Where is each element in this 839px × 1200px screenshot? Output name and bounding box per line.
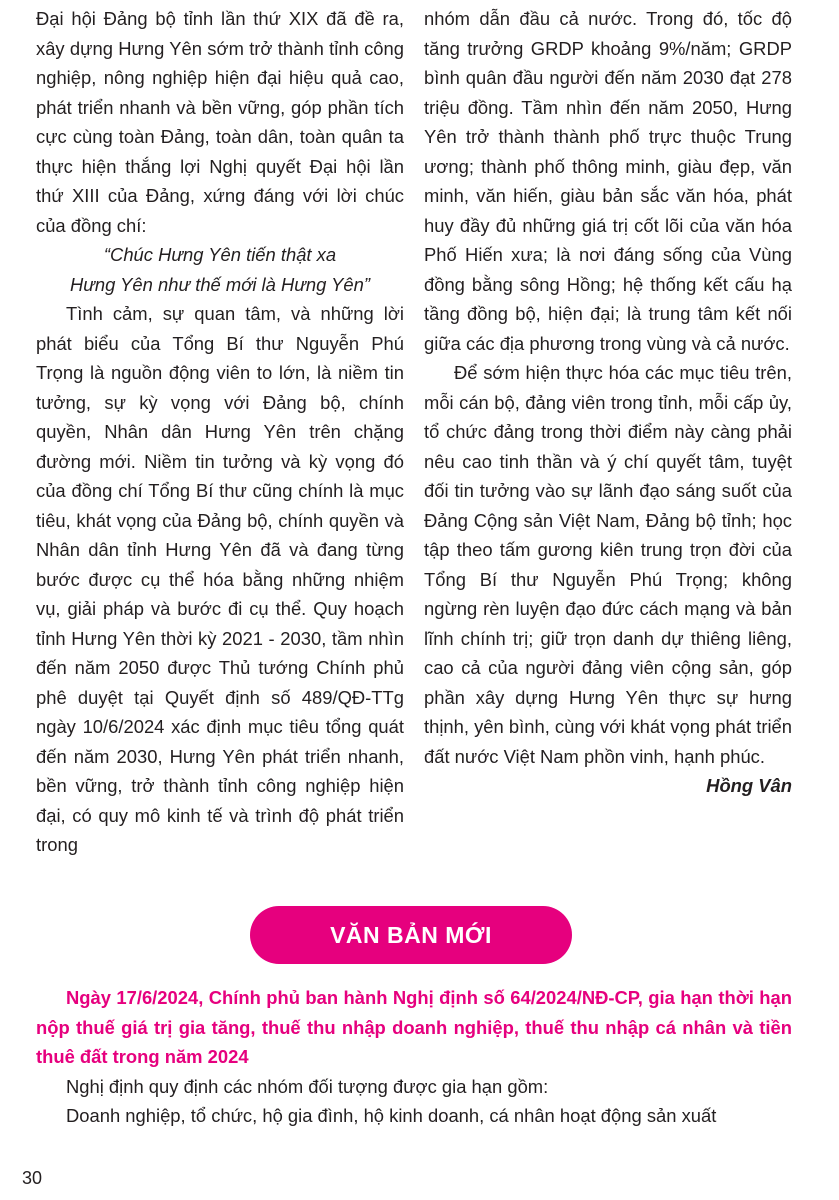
paragraph: nhóm dẫn đầu cả nước. Trong đó, tốc độ tăng trưởng GRDP khoảng 9%/năm; GRDP bình quân đầu người đến năm 2030 đạt 278 triệu đồng. Tầm nhìn đến năm 2050, Hưng Yên trở thành thành phố trực thuộc Trung ương; thành phố thông minh, giàu đẹp, văn minh, văn hiến, giàu bản sắc văn hóa, phát huy đầy đủ những giá trị cốt lõi của văn hóa Phố Hiến xưa; là nơi đáng sống của Vùng đồng bằng sông Hồng; hệ thống kết cấu hạ tầng đồng bộ, hiện đại; là trung tâm kết nối giữa các địa phương trong vùng và cả nước. bbox=[424, 8, 792, 354]
news-headline: Ngày 17/6/2024, Chính phủ ban hành Nghị định số 64/2024/NĐ-CP, gia hạn thời hạn nộp thuế giá trị gia tăng, thuế thu nhập doanh nghiệp, thuế thu nhập cá nhân và tiền thuê đất trong năm 2024 bbox=[36, 987, 792, 1067]
news-paragraph: Doanh nghiệp, tổ chức, hộ gia đình, hộ kinh doanh, cá nhân hoạt động sản xuất bbox=[66, 1105, 717, 1126]
quote-line: Hưng Yên như thế mới là Hưng Yên” bbox=[70, 273, 370, 295]
paragraph: Đại hội Đảng bộ tỉnh lần thứ XIX đã đề ra, xây dựng Hưng Yên sớm trở thành tỉnh công nghiệp, nông nghiệp hiện đại hiệu quả cao, phát triển nhanh và bền vững, góp phần tích cực cùng toàn Đảng, toàn dân, toàn quân ta thực hiện thắng lợi Nghị quyết Đại hội lần thứ XIII của Đảng, xứng đáng với lời chúc của đồng chí: bbox=[36, 8, 404, 236]
quote-line: “Chúc Hưng Yên tiến thật xa bbox=[103, 244, 337, 265]
section-banner bbox=[250, 906, 572, 964]
page-number: 30 bbox=[22, 1168, 43, 1188]
author-signature: Hồng Vân bbox=[706, 775, 792, 796]
paragraph: Tình cảm, sự quan tâm, và những lời phát biểu của Tổng Bí thư Nguyễn Phú Trọng là nguồn động viên to lớn, là niềm tin tưởng, sự kỳ vọng với Đảng bộ, chính quyền, Nhân dân Hưng Yên trên chặng đường mới. Niềm tin tưởng và kỳ vọng đó của đồng chí Tổng Bí thư cũng chính là mục tiêu, khát vọng của Đảng bộ, chính quyền và Nhân dân tỉnh Hưng Yên đã và đang từng bước được cụ thể hóa bằng những nhiệm vụ, giải pháp và bước đi cụ thể. Quy hoạch tỉnh Hưng Yên thời kỳ 2021 - 2030, tầm nhìn đến năm 2050 được Thủ tướng Chính phủ phê duyệt tại Quyết định số 489/QĐ-TTg ngày 10/6/2024 xác định mục tiêu tổng quát đến năm 2030, Hưng Yên phát triển nhanh, bền vững, trở thành tỉnh công nghiệp hiện đại, có quy mô kinh tế và trình độ phát triển trong bbox=[36, 303, 404, 855]
article-column-right bbox=[424, 4, 792, 801]
section-banner-label: VĂN BẢN MỚI bbox=[330, 921, 492, 948]
news-paragraph: Nghị định quy định các nhóm đối tượng được gia hạn gồm: bbox=[66, 1075, 549, 1097]
paragraph: Để sớm hiện thực hóa các mục tiêu trên, mỗi cán bộ, đảng viên trong tỉnh, mỗi cấp ủy, tổ chức đảng trong thời điểm này càng phải nêu cao tinh thần và ý chí quyết tâm, tuyệt đối tin tưởng vào sự lãnh đạo sáng suốt của Đảng Cộng sản Việt Nam, Đảng bộ tỉnh; học tập theo tấm gương kiên trung trọn đời của Tổng Bí thư Nguyễn Phú Trọng; không ngừng rèn luyện đạo đức cách mạng và bản lĩnh chính trị; giữ trọn danh dự thiêng liêng, cao cả của người đảng viên cộng sản, góp phần xây dựng Hưng Yên thực sự hưng thịnh, yên bình, cùng với khát vọng phát triển đất nước Việt Nam phồn vinh, hạnh phúc. bbox=[424, 362, 792, 767]
news-section bbox=[36, 983, 792, 1131]
article-column-left bbox=[36, 4, 404, 860]
